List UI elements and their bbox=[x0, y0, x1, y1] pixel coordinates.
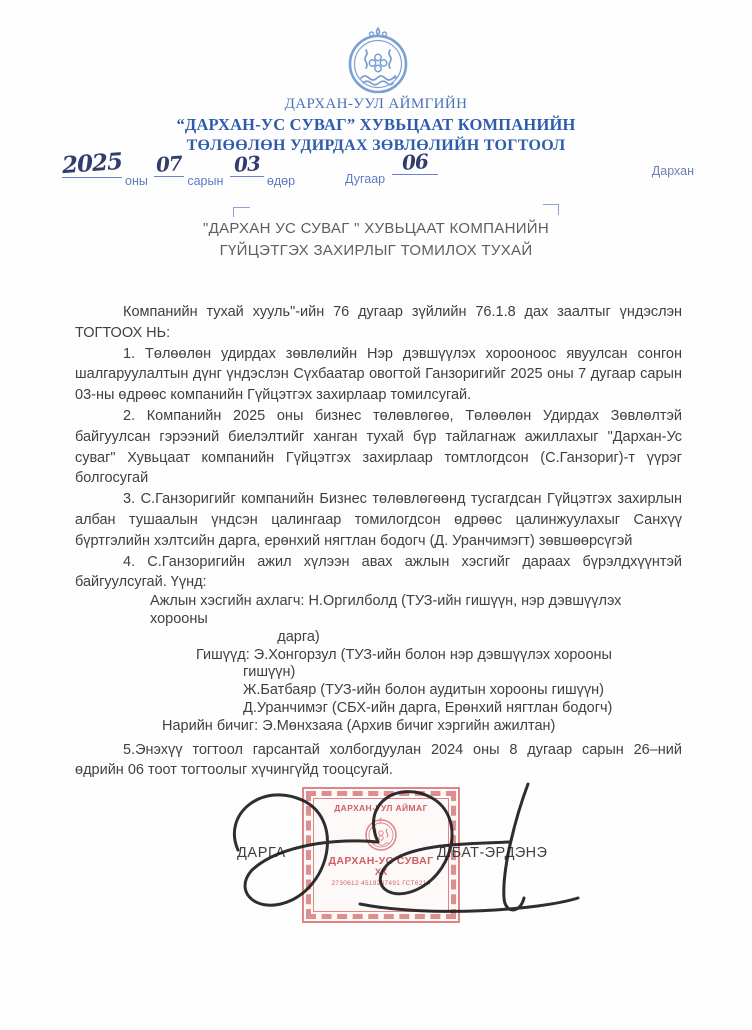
letterhead-doc-type: ТӨЛӨӨЛӨН УДИРДАХ ЗӨВЛӨЛИЙН ТОГТООЛ bbox=[186, 137, 566, 154]
letterhead-company: “ДАРХАН-УС СУВАГ” ХУВЬЦААТ КОМПАНИЙН bbox=[176, 115, 576, 134]
handwritten-month: 07 bbox=[155, 151, 184, 177]
day-label: өдөр bbox=[266, 174, 296, 188]
letterhead bbox=[0, 96, 752, 155]
resolution-item-5: 5.Энэхүү тогтоол гарсантай холбогдуулан 2024 оны 8 дугаар сарын 26–ний өдрийн 06 тоот тогтоолыг хүчингүйд тооцсугай. bbox=[75, 741, 682, 779]
roster-member-1: Гишүүд: Э.Хонгорзул (ТУЗ-ийн болон нэр дэвшүүлэх хорооны bbox=[196, 646, 612, 663]
roster-leader-line: Ажлын хэсгийн ахлагч: Н.Оргилболд (ТУЗ-ийн гишүүн, нэр дэвшүүлэх хорооны bbox=[150, 593, 622, 627]
city-label: Дархан bbox=[651, 164, 694, 178]
number-underline bbox=[392, 150, 438, 175]
preamble-paragraph: Компанийн тухай хууль"-ийн 76 дугаар зүйлийн 76.1.8 дах заалтыг үндэслэн ТОГТООХ НЬ: bbox=[75, 304, 682, 341]
month-label: сарын bbox=[187, 174, 224, 188]
stamp-company-text: ДАРХАН-УС СУВАГ bbox=[328, 855, 434, 867]
resolution-item-1: 1. Төлөөлөн удирдах зөвлөлийн Нэр дэвшүүлэх хорооноос явуулсан сонгон шалгаруулалтын дүнг үндэслэн Сүхбаатар овогтой Ганзоригийг 2025 оны 7 дугаар сарын 03-ны өдрөөс компанийн Гүйцэтгэх захирлаар томилсугай. bbox=[75, 345, 682, 404]
signer-name-label: Д.БАТ-ЭРДЭНЭ bbox=[437, 845, 548, 861]
resolution-item-4: 4. С.Ганзоригийн ажил хүлээн авах ажлын хэсгийг дараах бүрэлдхүүнтэй байгуулсугай. Үүнд: bbox=[75, 553, 682, 591]
resolution-item-2: 2. Компанийн 2025 оны бизнес төлөвлөгөө, Төлөөлөн Удирдах Зөвлөлтэй байгуулсан гэрээний биелэлтийг ханган тухай бүр тайлагнаж ажиллахыг "Дархан-Ус суваг" Хувьцаат компанийн Гүйцэтгэх захирлаар томтлогдсон (С.Ганзориг)-т үүрэг болгосугай bbox=[75, 407, 682, 487]
resolution-item-3: 3. С.Ганзоригийг компанийн Бизнес төлөвлөгөөнд тусгагдсан Гүйцэтгэх захирлын албан тушаалын үндсэн цалингаар томилогдсон өдрөөс цалинжуулахыг Санхүү бүртгэлийн хэлтсийн дарга, ерөнхий нягтлан бодогч (Д. Уранчимэгт) зөвшөөрсүгэй bbox=[75, 491, 682, 549]
company-emblem-icon bbox=[343, 24, 413, 96]
year-label: оны bbox=[125, 174, 148, 188]
handwritten-year: 2025 bbox=[61, 147, 123, 180]
year-underline bbox=[61, 147, 123, 180]
handwritten-day: 03 bbox=[233, 151, 261, 177]
document-title bbox=[0, 218, 752, 262]
signer-role-label: ДАРГА bbox=[237, 845, 286, 861]
roster-member-1-wrap: гишүүн) bbox=[243, 664, 296, 681]
dateline bbox=[0, 147, 752, 192]
crop-mark-right bbox=[543, 204, 559, 215]
handwritten-number: 06 bbox=[400, 149, 429, 175]
crop-mark-left bbox=[233, 207, 250, 217]
day-underline bbox=[230, 152, 264, 177]
document-body bbox=[75, 302, 682, 781]
roster-member-3: Д.Уранчимэг (СБХ-ийн дарга, Ерөнхий нягтлан бодогч) bbox=[243, 699, 613, 716]
month-underline bbox=[154, 152, 184, 177]
roster-member-2: Ж.Батбаяр (ТУЗ-ийн болон аудитын хорооны гишүүн) bbox=[243, 682, 604, 699]
document-title-line2: ГҮЙЦЭТГЭХ ЗАХИРЛЫГ ТОМИЛОХ ТУХАЙ bbox=[219, 242, 533, 259]
number-label: Дугаар bbox=[345, 172, 386, 186]
document-title-line1: "ДАРХАН УС СУВАГ " ХУВЬЦААТ КОМПАНИЙН bbox=[202, 220, 549, 237]
roster-leader-wrap: дарга) bbox=[277, 628, 320, 645]
roster-secretary: Нарийн бичиг: Э.Мөнхзаяа (Архив бичиг хэргийн ажилтан) bbox=[162, 717, 556, 734]
stamp-region-text: ДАРХАН-УУЛ АЙМАГ bbox=[334, 803, 428, 813]
working-group-roster bbox=[75, 593, 682, 735]
stamp-suffix-text: ХК bbox=[374, 867, 388, 878]
handwritten-signature bbox=[208, 770, 586, 938]
letterhead-region: ДАРХАН-УУЛ АЙМГИЙН bbox=[284, 96, 468, 112]
number-field bbox=[345, 149, 438, 186]
date-fields bbox=[61, 147, 298, 188]
stamp-serial-number: 2730612 4519287491 ГСТ6214 bbox=[331, 880, 431, 887]
